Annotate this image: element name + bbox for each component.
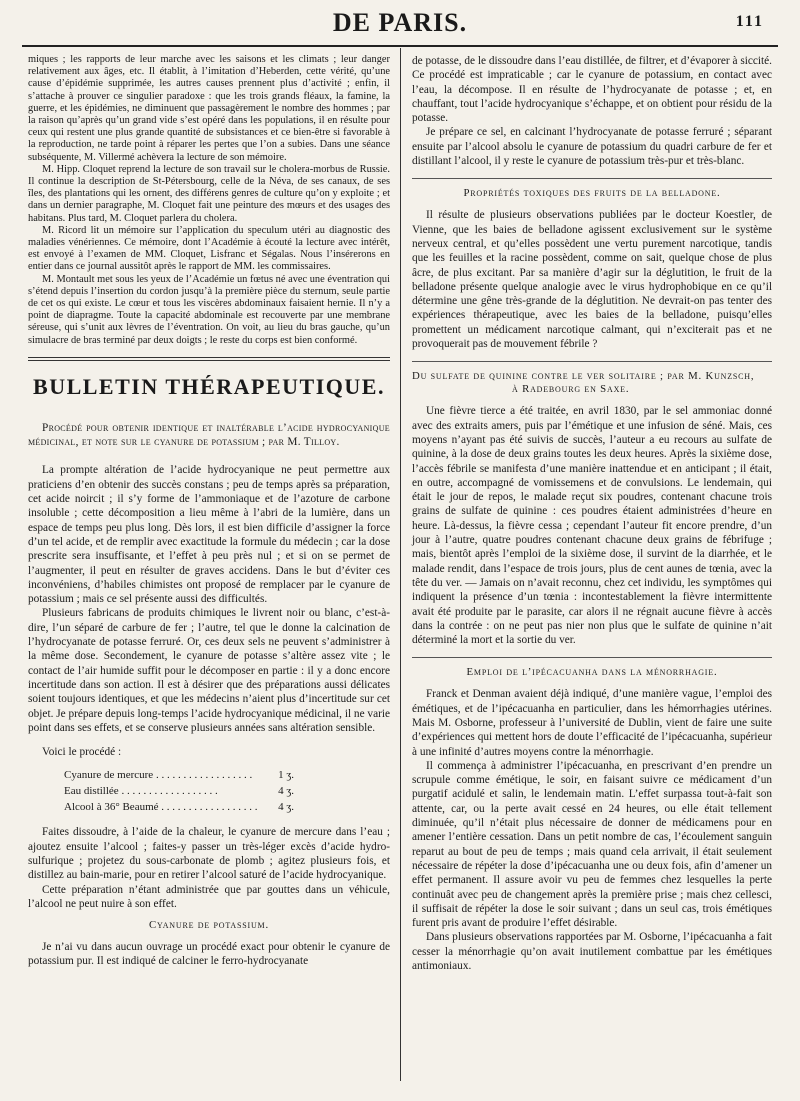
- body-paragraph: Plusieurs fabricans de produits chimiques le livrent noir ou blanc, c’est-à-dire, l’un séparé de carbure de fer ; l’autre, tel que le donne la calcination de l’hydrocyanate de potasse ferruré. Or, ces deux sels ne peuvent s’administrer à la même dose. Secondement, le cyanure de potasse s’altère assez vite ; le contact de l’air humide suffit pour le décomposer en partie : il y a donc encore incertitude dans son action. Il est à désirer que des préparations aussi délicates soient toujours identiques, et que les médecins n’aient plus d’incertitude sur cet objet. Je prépare depuis long-temps l’acide hydrocyanique médicinal, il ne varie point dans ses effets, et se conserve plusieurs années sans altération sensible.: [28, 607, 390, 734]
- recipe-ingredient: Alcool à 36° Beaumé . . .: [64, 799, 268, 815]
- body-paragraph: Cette préparation n’étant administrée que par gouttes dans un véhicule, l’alcool ne peut nuire à son effet.: [28, 883, 390, 910]
- intro-paragraph: M. Ricord lit un mémoire sur l’application du speculum utéri au diagnostic des maladies vénériennes. Ce mémoire, dont l’Académie à écouté la lecture avec intérêt, est envoyé à l’examen de MM. Cloquet, Lisfranc et Ségalas. Nous l’insérerons en entier dans ce journal aussitôt après le rapport de MM. les commissaires.: [28, 224, 390, 273]
- body-paragraph: Il commença à administrer l’ipécacuanha, en prescrivant d’en prendre un scrupule comme émétique, le soir, en faisant suivre ce médicament d’un purgatif acidulé et salin, le lendemain matin. L’effet surpassa tout-à-fait son attente, car, ou la perte avait cessé en 24 heures, ou elle était tellement diminuée, qu’il n’était plus nécessaire de donner de médicamens pour en amener l’entière cessation. Dans un petit nombre de cas, l’écoulement sanguin reparut au bout de peu de temps ; mais quand cela arrivait, il était seulement nécessaire de répéter la dose d’ipécacuanha une ou deux fois, afin d’amener un effet permanent. Il assure avoir vu peu de femmes chez lesquelles la perte continuât avec peu de changement après la première prise ; mais chez cellesci, il suffisait de répéter la dose le soir suivant ; dans un seul cas, trois émétiques furent pris avant de produire l’effet désirable.: [412, 759, 772, 930]
- section-heading-belladone: Propriétés toxiques des fruits de la belladone.: [412, 178, 772, 200]
- recipe-quantity: 1 ʒ.: [278, 769, 294, 782]
- bulletin-title: BULLETIN THÉRAPEUTIQUE.: [33, 373, 385, 399]
- page-header: [0, 0, 800, 46]
- continuation-paragraph: Je prépare ce sel, en calcinant l’hydrocyanate de potasse ferruré ; séparant ensuite par l’alcool absolu le cyanure de potassium du quadri carbure de fer et distillant l’alcool, il y reste le cyanure de potassium très-pur et très-blanc.: [412, 126, 772, 168]
- procedure-intro: Voici le procédé :: [42, 746, 122, 759]
- intro-paragraph: M. Montault met sous les yeux de l’Académie un fœtus né avec une éventration qui s’étend depuis l’insertion du cordon jusqu’à la première pièce du sternum, seule partie de cet os qui existe. Le cœur et tous les viscères abdominaux faisaient hernie. Il n’y a point de diapragme. Toute la capacité abdominale est recouverte par une membrane séreuse, qui s’unit aux lèvres de l’éventration. On voit, au lieu du bras gauche, qu’un simulacre de bras terminé par deux doigts ; le reste du corps est bien conformé.: [28, 273, 390, 346]
- academy-report: [28, 54, 390, 347]
- body-paragraph: Je n’ai vu dans aucun ouvrage un procédé exact pour obtenir le cyanure de potassium pur. Il est indiqué de calciner le ferro-hydrocyanate: [28, 941, 390, 968]
- body-paragraph: Dans plusieurs observations rapportées par M. Osborne, l’ipécacuanha a fait cesser la ménorrhagie qu’on avait inutilement combattue par les émétiques antimoniaux.: [412, 931, 772, 973]
- recipe-list: [64, 767, 390, 815]
- article-heading: Procédé pour obtenir identique et inaltérable l’acide hydrocyanique médicinal, et note sur le cyanure de potassium ; par M. Tilloy.: [28, 421, 390, 449]
- section-heading-ipeca: Emploi de l’ipécacuanha dans la ménorrhagie.: [412, 657, 772, 679]
- left-column: [28, 54, 390, 969]
- recipe-row: [64, 783, 294, 799]
- subheading: Cyanure de potassium.: [149, 919, 269, 932]
- right-column: [412, 54, 772, 973]
- body-paragraph: Franck et Denman avaient déjà indiqué, d’une manière vague, l’emploi des émétiques, et de l’ipécacuanha en particulier, dans les hémorrhagies utérines. Mais M. Osborne, professeur à l’université de Dublin, vient de faire une suite d’expériences qui mettent hors de doute l’efficacité de l’ipécacuanha, supérieur à une infinité d’autres moyens contre la ménorrhagie.: [412, 688, 772, 758]
- section-heading-line: à Radebourg en Saxe.: [512, 383, 630, 396]
- recipe-quantity: 4 ʒ.: [278, 801, 294, 814]
- body-paragraph: Il résulte de plusieurs observations publiées par le docteur Koestler, de Vienne, que les baies de belladone agissent exclusivement sur le système nerveux central, et qu’elles possèdent une vertu purement narcotique, tandis que les feuilles et la racine possèdent, comme on sait, quelque chose de plus âcre, de plus excitant. Par sa manière d’agir sur la déglutition, le fruit de la belladone présente quelque analogie avec le virus hydrophobique en ce qu’il détermine une gêne très-grande de la déglutition. Ne devrait-on pas tenter des expériences thérapeutique, avec les baies de la belladone, puisqu’elles promettent un médicament narcotique calmant, qui n’exciterait pas et ne provoquerait pas de mouvement fébrile ?: [412, 209, 772, 351]
- continuation-paragraph: de potasse, de le dissoudre dans l’eau distillée, de filtrer, et d’évaporer à siccité. Ce procédé est impraticable ; car le cyanure de potassium, en contact avec l’eau, la décompose. Il en résulte de l’hydrocyanate de potasse ; et, en chauffant, tout l’acide hydrocyanique s’échappe, et on obtient pour résidu de la potasse.: [412, 55, 772, 125]
- section-heading-quinine: [412, 361, 772, 396]
- body-paragraph: La prompte altération de l’acide hydrocyanique ne peut permettre aux praticiens d’en obtenir des succès constans ; peu de temps après sa préparation, cet acide noircit ; il s’y forme de l’ammoniaque et de l’azoture de carbone insoluble ; cette décomposition a lieu même à l’abri de la lumière, dans un espace de temps peu plus long. Dès lors, il est bien difficile d’assigner la force d’un tel acide, et de remplir avec exactitude la formule du médecin ; car la dose prescrite sera insuffisante, et l’effet à peu près nul ; et si on se permet de l’augmenter, il peut en résulter de graves accidens. Dans le but d’éviter ces inconvéniens, d’habiles chimistes ont proposé de remplacer par le cyanure de potassium ; mais ce sel présente aussi des difficultés.: [28, 464, 390, 606]
- recipe-quantity: 4 ʒ.: [278, 785, 294, 798]
- section-heading-line: Du sulfate de quinine contre le ver solitaire ; par M. Kunzsch,: [412, 370, 755, 383]
- recipe-ingredient: Eau distillée . . .: [64, 783, 268, 799]
- running-title: DE PARIS.: [332, 8, 468, 37]
- intro-paragraph: miques ; les rapports de leur marche avec les saisons et les climats ; leur danger relativement aux âges, etc. Il établit, à l’imitation d’Heberden, cette vérité, qu’une cause d’épidémie supprimée, les autres causes prennent plus d’activité ; enfin, il s’attache à prouver ce singulier paradoxe : que les trois grands fléaux, la famine, la guerre, et les épidémies, ne diminuent que passagèrement le nombre des hommes ; par la raison qu’après qu’un grand vide s’est opéré dans les populations, il en résulte pour ceux qui restent une plus grande quantité de subsistances et ce bien-être si favorable à la reproduction, ne tarde point à réparer les pertes que l’on a subies. Dans une séance subséquente, M. Villermé achèvera la lecture de son mémoire.: [28, 54, 390, 163]
- recipe-row: [64, 799, 294, 815]
- column-divider: [400, 48, 401, 1081]
- section-separator: [28, 357, 390, 361]
- recipe-row: [64, 767, 294, 783]
- recipe-ingredient: Cyanure de mercure . . .: [64, 767, 268, 783]
- body-paragraph: Faites dissoudre, à l’aide de la chaleur, le cyanure de mercure dans l’eau ; ajoutez ensuite l’alcool ; faites-y passer un très-léger excès d’acide hydro-sulfurique ; projetez du sous-carbonate de plomb ; agitez plusieurs fois, et distillez au bain-marie, pour en retirer l’alcool saturé de l’acide hydrocyanique.: [28, 826, 390, 882]
- intro-paragraph: M. Hipp. Cloquet reprend la lecture de son travail sur le cholera-morbus de Russie. Il continue la description de St-Pétersbourg, celle de la Néva, de ses canaux, de ses îles, des plantations qui les ornent, des différens genres de culture qu’on y exploite ; et dans un dernier paragraphe, M. Cloquet fait une peinture des mœurs et des usages des habitans. Plus tard, M. Cloquet parlera du cholera.: [28, 163, 390, 224]
- body-paragraph: Une fièvre tierce a été traitée, en avril 1830, par le sel ammoniac donné avec des extraits amers, puis par l’émétique et une infusion de séné. Mais, ces moyens n’ayant pas été suivis de succès, l’auteur a eu recours au sulfate de quinine, à la dose de deux grains toutes les deux heures. Après la sixième dose, l’accès fébrile se manifesta d’une manière inattendue et en anticipant ; il était, en outre, accompagné de vomissemens et de convulsions. Le lendemain, qui était le jour de repos, le malade reçut six poudres, contenant chacune trois grains de sulfate de quinine : ces poudres étaient administrées d’heure en heure. Là-dessus, la fièvre cessa ; cependant l’auteur fit encore prendre, d’un jour à l’autre, quatre poudres contenant chacune deux grains de fébrifuge ; mais, bientôt après l’emploi de la sixième dose, il survint de la diarrhée, et le malade rendit, dans l’espace de trois jours, plus de cent aunes de tœnia, avec la tête du ver. — Jamais on n’avait reconnu, chez cet individu, les symptômes qui indiquent la présence d’un tœnia : incontestablement la fièvre intermittente avait été produite par le parasite, car alors il ne régnait aucune fièvre à accès dans la contrée : on ne peut pas nier non plus que le sulfate de quinine n’ait déterminé la mort et la sortie du ver.: [412, 405, 772, 647]
- page-number: 111: [735, 13, 764, 30]
- header-rule: [22, 45, 778, 47]
